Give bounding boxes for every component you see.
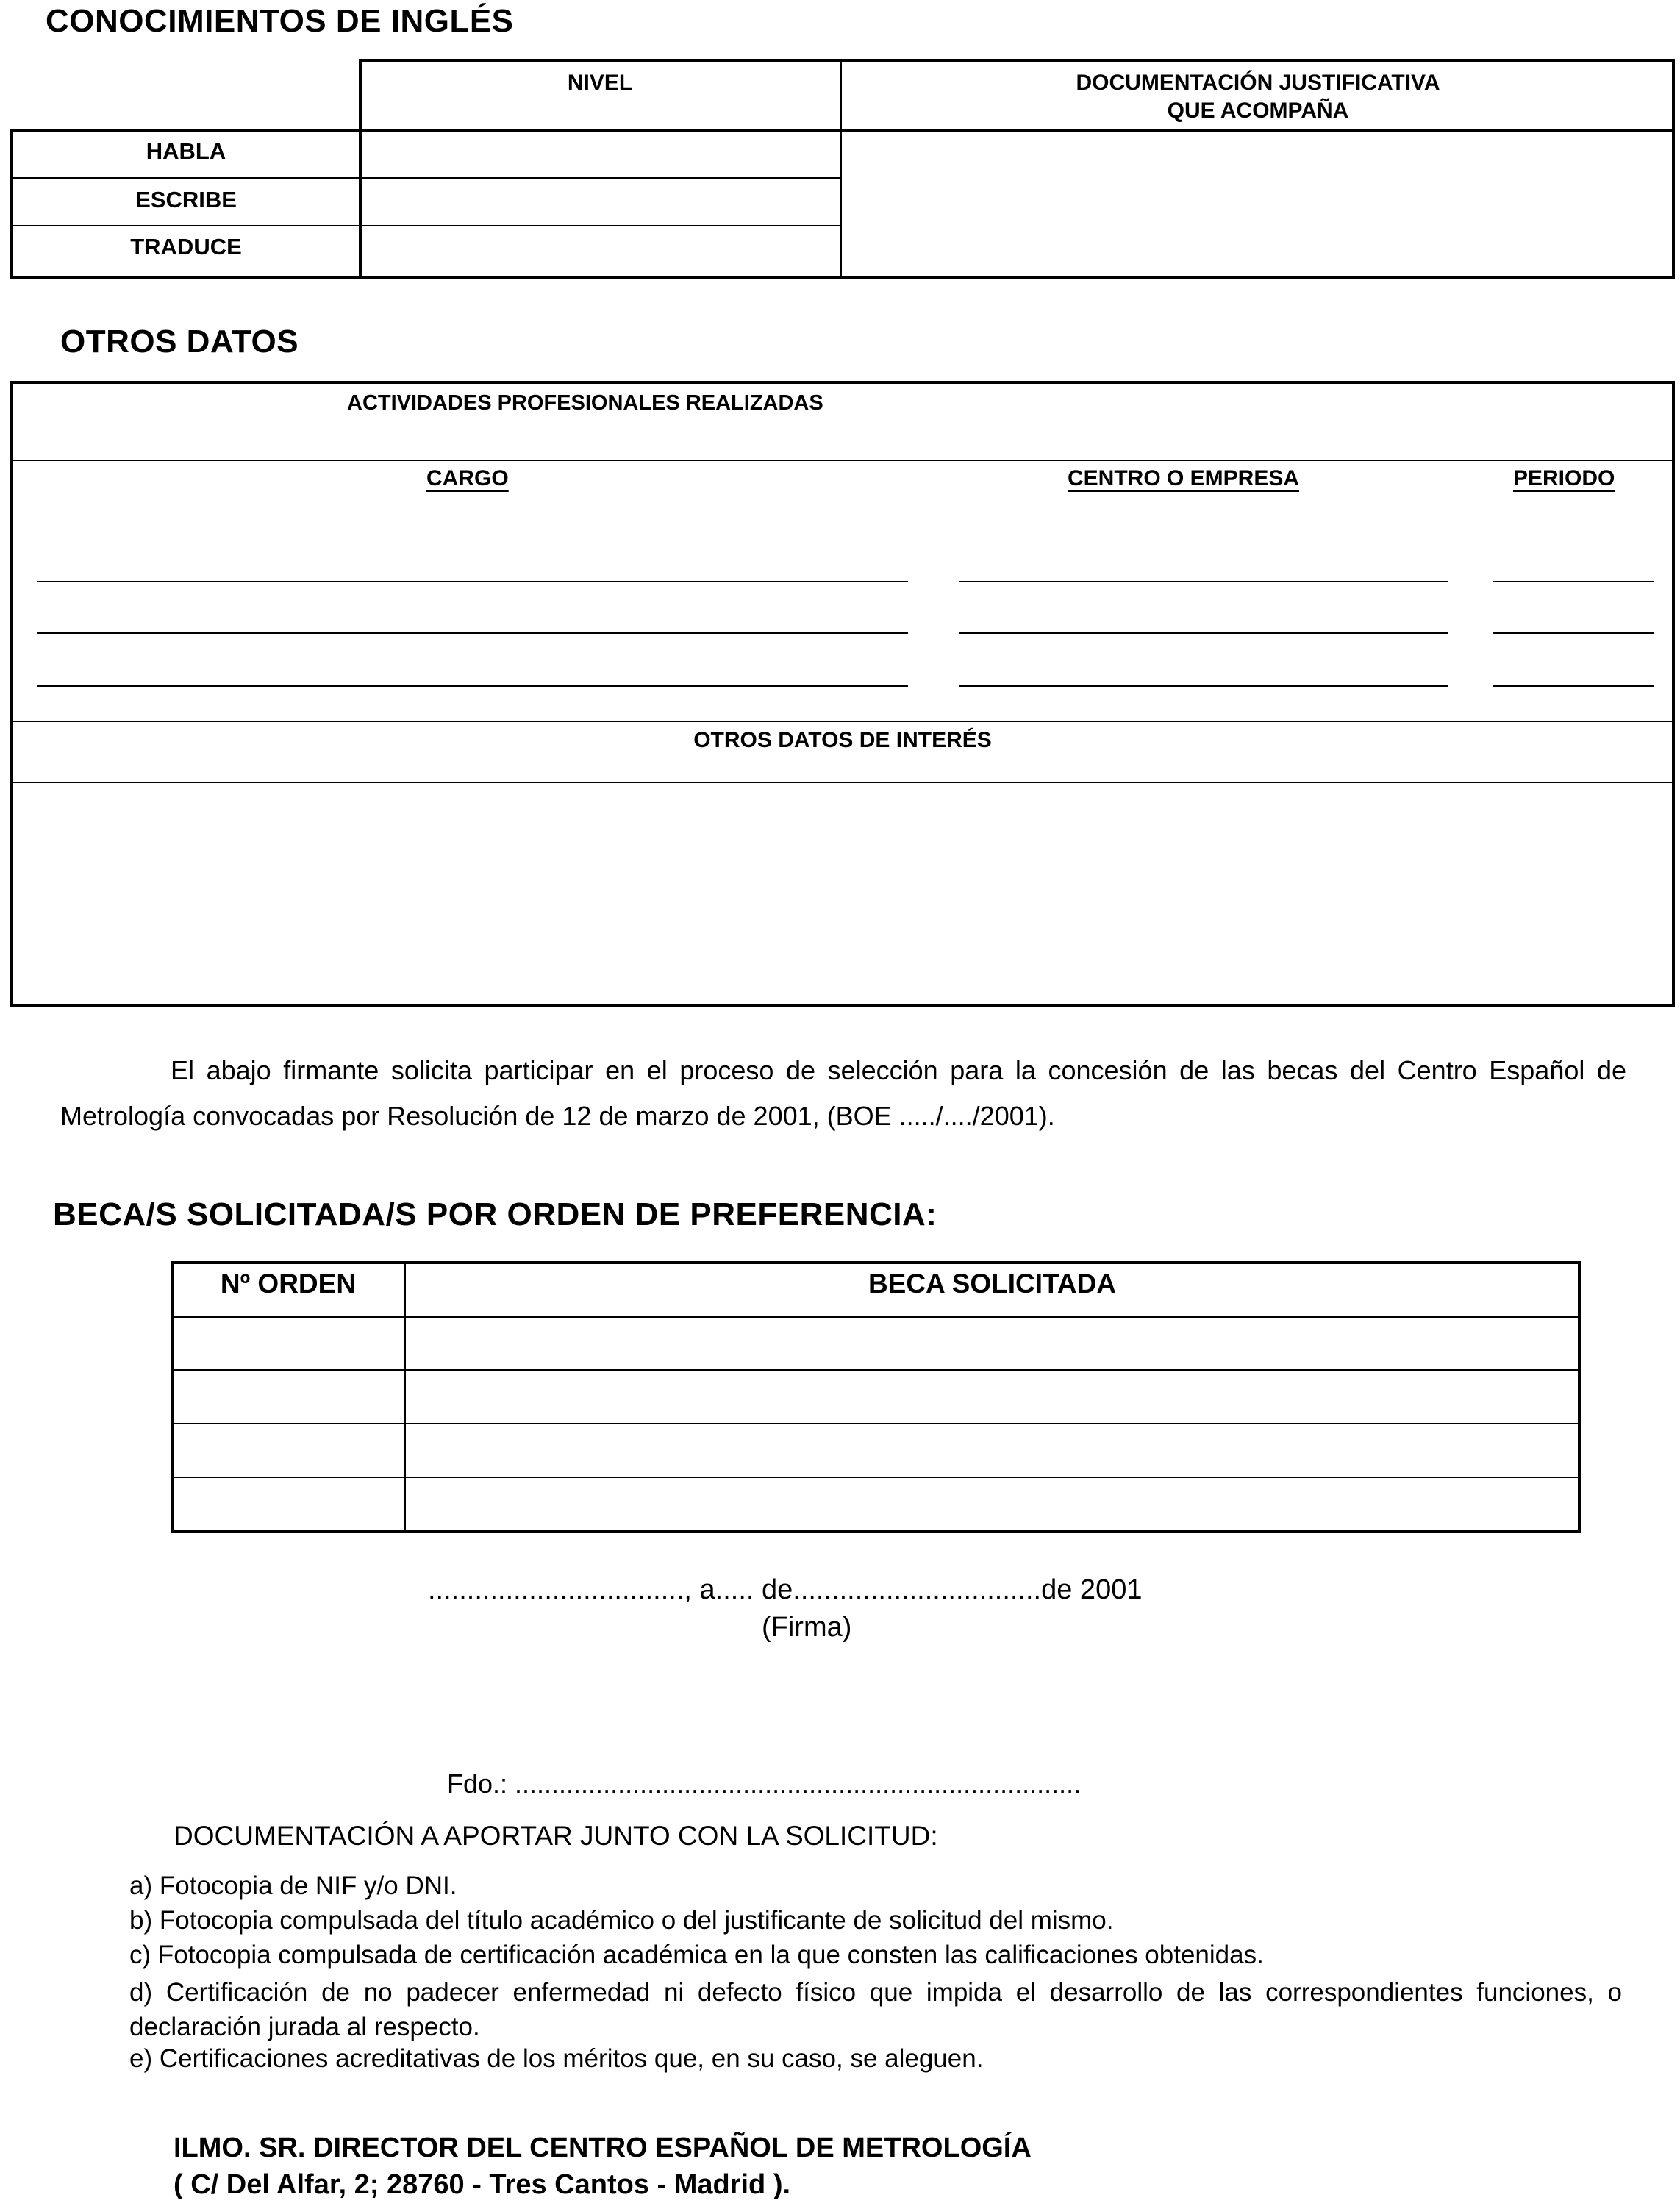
list-item: d) Certificación de no padecer enfermedad ni defecto físico que impida el desarrollo de las correspondientes funciones, o declaración jurada al respecto. (129, 1978, 1622, 2041)
otros-datos-interes-field[interactable] (15, 785, 1670, 1003)
periodo-line[interactable] (1493, 632, 1654, 634)
nivel-habla-field[interactable] (363, 134, 837, 175)
column-header-periodo: PERIODO (1513, 466, 1615, 490)
destinatario-line-2: ( C/ Del Alfar, 2; 28760 - Tres Cantos - Madrid ). (174, 2169, 791, 2200)
beca-cell[interactable] (407, 1372, 1578, 1420)
orden-cell[interactable] (175, 1426, 401, 1474)
list-item: c) Fotocopia compulsada de certificación académica en la que consten las calificaciones obtenidas. (129, 1941, 1264, 1969)
firma-label: (Firma) (762, 1612, 852, 1643)
orden-cell[interactable] (175, 1372, 401, 1420)
orden-cell[interactable] (175, 1319, 401, 1366)
column-header-orden: Nº ORDEN (220, 1268, 357, 1299)
section-title-otros-datos: OTROS DATOS (60, 324, 299, 360)
row-label-traduce: TRADUCE (130, 234, 242, 260)
orden-cell[interactable] (175, 1479, 401, 1529)
periodo-line[interactable] (1493, 581, 1654, 582)
centro-empresa-line[interactable] (959, 685, 1448, 687)
list-item: e) Certificaciones acreditativas de los méritos que, en su caso, se aleguen. (129, 2044, 984, 2073)
list-item: b) Fotocopia compulsada del título académico o del justificante de solicitud del mismo. (129, 1906, 1114, 1935)
beca-cell[interactable] (407, 1426, 1578, 1474)
centro-empresa-line[interactable] (959, 632, 1448, 634)
column-header-beca: BECA SOLICITADA (868, 1268, 1117, 1299)
documentacion-title: DOCUMENTACIÓN A APORTAR JUNTO CON LA SOLICITUD: (174, 1821, 938, 1851)
cargo-line[interactable] (37, 632, 908, 634)
lugar-fecha-line[interactable]: ................................., a..... de................................de 2001 (428, 1574, 1143, 1605)
documentacion-ingles-field[interactable] (844, 134, 1670, 275)
centro-empresa-line[interactable] (959, 581, 1448, 582)
column-header-cargo: CARGO (426, 466, 509, 490)
nivel-escribe-field[interactable] (363, 180, 837, 223)
section-title-becas: BECA/S SOLICITADA/S POR ORDEN DE PREFERENCIA: (53, 1196, 937, 1232)
column-header-nivel: NIVEL (567, 71, 633, 95)
column-header-documentacion: DOCUMENTACIÓN JUSTIFICATIVA QUE ACOMPAÑA (1076, 71, 1440, 123)
destinatario-line-1: ILMO. SR. DIRECTOR DEL CENTRO ESPAÑOL DE METROLOGÍA (174, 2132, 1032, 2163)
actividades-heading: ACTIVIDADES PROFESIONALES REALIZADAS (347, 391, 823, 415)
beca-cell[interactable] (407, 1479, 1578, 1529)
column-header-centro-empresa: CENTRO O EMPRESA (1068, 466, 1300, 490)
periodo-line[interactable] (1493, 685, 1654, 687)
beca-cell[interactable] (407, 1319, 1578, 1366)
solicitud-paragraph: El abajo firmante solicita participar en el proceso de selección para la concesión de las becas del Centro Español de Metrología convocadas por Resolución de 12 de marzo de 2001, (BOE ...../..../2001). (60, 1055, 1626, 1131)
row-label-habla: HABLA (146, 138, 226, 164)
cargo-line[interactable] (37, 581, 908, 582)
list-item: a) Fotocopia de NIF y/o DNI. (129, 1871, 457, 1900)
section-title-ingles: CONOCIMIENTOS DE INGLÉS (46, 3, 514, 39)
cargo-line[interactable] (37, 685, 908, 687)
row-label-escribe: ESCRIBE (135, 187, 237, 213)
nivel-traduce-field[interactable] (363, 228, 837, 275)
fdo-line[interactable]: Fdo.: ............................................................................. (447, 1768, 1082, 1799)
otros-datos-interes-heading: OTROS DATOS DE INTERÉS (693, 728, 992, 752)
